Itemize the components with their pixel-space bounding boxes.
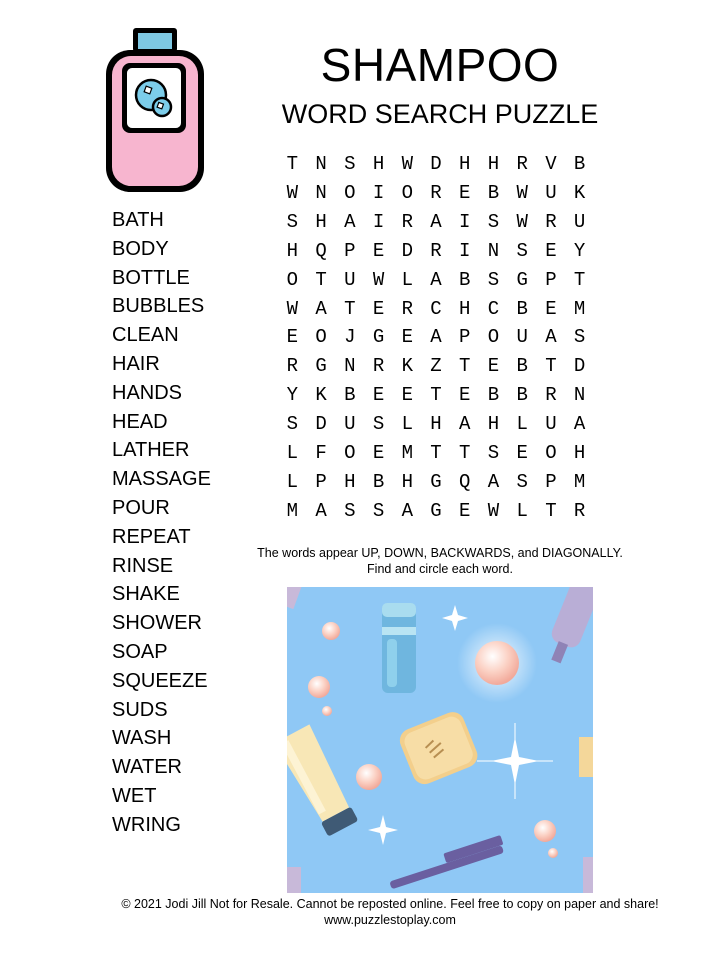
grid-letter[interactable]: T — [545, 499, 557, 522]
grid-letter[interactable]: H — [573, 441, 586, 464]
word-list-item: BUBBLES — [112, 295, 205, 318]
grid-letter[interactable]: D — [315, 413, 327, 436]
grid-letter[interactable]: S — [487, 268, 500, 291]
page-title: SHAMPOO — [320, 39, 560, 91]
grid-letter[interactable]: Z — [430, 355, 442, 378]
grid-letter[interactable]: R — [430, 239, 442, 262]
grid-letter[interactable]: E — [372, 297, 385, 320]
footer — [60, 896, 720, 928]
grid-letter[interactable]: S — [487, 441, 500, 464]
grid-letter[interactable]: S — [344, 499, 356, 522]
grid-letter[interactable]: E — [459, 499, 471, 522]
grid-letter[interactable]: R — [430, 182, 442, 205]
word-list-item: WET — [112, 784, 157, 807]
website-link[interactable]: www.puzzlestoplay.com — [324, 913, 456, 927]
grid-letter[interactable]: H — [401, 470, 413, 493]
grid-letter[interactable]: R — [401, 211, 413, 234]
word-list-item: SHAKE — [112, 583, 180, 606]
grid-letter[interactable]: O — [315, 326, 327, 349]
grid-letter[interactable]: M — [286, 499, 299, 522]
word-list-item: SHOWER — [112, 612, 202, 635]
grid-letter[interactable]: W — [372, 268, 385, 291]
grid-letter[interactable]: N — [487, 239, 500, 262]
grid-letter[interactable]: O — [344, 182, 356, 205]
grid-letter[interactable]: B — [516, 297, 528, 320]
grid-letter[interactable]: S — [487, 211, 500, 234]
grid-letter[interactable]: L — [401, 413, 413, 436]
grid-letter[interactable]: K — [315, 384, 327, 407]
word-list-item: RINSE — [112, 554, 174, 577]
word-list-item: SUDS — [112, 698, 168, 721]
grid-letter[interactable]: H — [372, 153, 385, 176]
grid-letter[interactable]: L — [286, 441, 299, 464]
grid-letter[interactable]: M — [573, 297, 586, 320]
grid-letter[interactable]: C — [487, 297, 500, 320]
grid-letter[interactable]: T — [430, 384, 442, 407]
grid-letter[interactable]: B — [516, 384, 528, 407]
grid-letter[interactable]: A — [401, 499, 413, 522]
grid-letter[interactable]: B — [344, 384, 356, 407]
grid-letter[interactable]: U — [344, 413, 356, 436]
grid-letter[interactable]: T — [315, 268, 327, 291]
grid-letter[interactable]: D — [401, 239, 413, 262]
grid-letter[interactable]: S — [344, 153, 356, 176]
grid-letter[interactable]: R — [401, 297, 413, 320]
grid-letter[interactable]: N — [573, 384, 586, 407]
word-list-item: SOAP — [112, 640, 168, 663]
grid-letter[interactable]: E — [401, 326, 413, 349]
grid-letter[interactable]: O — [401, 182, 413, 205]
grid-letter[interactable]: M — [573, 470, 586, 493]
grid-letter[interactable]: S — [573, 326, 586, 349]
grid-letter[interactable]: A — [430, 326, 442, 349]
grid-letter[interactable]: B — [573, 153, 586, 176]
grid-letter[interactable]: Q — [315, 239, 327, 262]
grid-letter[interactable]: A — [344, 211, 356, 234]
word-list-item: SQUEEZE — [112, 669, 208, 692]
grid-letter[interactable]: W — [286, 182, 299, 205]
grid-letter[interactable]: B — [487, 384, 500, 407]
grid-letter[interactable]: S — [372, 413, 385, 436]
word-list-item: WRING — [112, 813, 181, 836]
grid-letter[interactable]: J — [344, 326, 356, 349]
grid-letter[interactable]: P — [545, 268, 557, 291]
grid-letter[interactable]: O — [286, 268, 299, 291]
grid-letter[interactable]: H — [459, 297, 471, 320]
letter-grid — [278, 150, 594, 525]
grid-letter[interactable]: T — [459, 355, 471, 378]
word-list-item: WASH — [112, 727, 172, 750]
grid-letter[interactable]: C — [430, 297, 442, 320]
grid-letter[interactable]: P — [344, 239, 356, 262]
grid-letter[interactable]: U — [573, 211, 586, 234]
grid-letter[interactable]: P — [545, 470, 557, 493]
grid-letter[interactable]: W — [487, 499, 500, 522]
word-list-item: MASSAGE — [112, 468, 211, 491]
grid-letter[interactable]: Y — [286, 384, 299, 407]
grid-letter[interactable]: A — [315, 297, 327, 320]
grid-letter[interactable]: R — [545, 384, 557, 407]
bath-products-illustration — [287, 587, 593, 893]
grid-letter[interactable]: E — [372, 239, 385, 262]
grid-letter[interactable]: I — [372, 211, 385, 234]
grid-letter[interactable]: L — [286, 470, 299, 493]
grid-letter[interactable]: T — [459, 441, 471, 464]
grid-letter[interactable]: O — [487, 326, 500, 349]
grid-letter[interactable]: P — [315, 470, 327, 493]
grid-letter[interactable]: G — [430, 470, 442, 493]
grid-letter[interactable]: L — [516, 499, 528, 522]
word-list-item: REPEAT — [112, 525, 191, 548]
grid-letter[interactable]: H — [487, 413, 500, 436]
grid-letter[interactable]: H — [286, 239, 299, 262]
grid-letter[interactable]: T — [430, 441, 442, 464]
grid-letter[interactable]: R — [372, 355, 385, 378]
instructions-line-1: The words appear UP, DOWN, BACKWARDS, and DIAGONALLY. — [257, 546, 623, 560]
grid-letter[interactable]: W — [516, 182, 528, 205]
grid-letter[interactable]: E — [545, 239, 557, 262]
grid-letter[interactable]: S — [516, 470, 528, 493]
copyright-text: © 2021 Jodi Jill Not for Resale. Cannot be reposted online. Feel free to copy on paper and share! — [121, 897, 659, 911]
grid-letter[interactable]: G — [516, 268, 528, 291]
grid-letter[interactable]: E — [545, 297, 557, 320]
grid-letter[interactable]: O — [344, 441, 356, 464]
grid-letter[interactable]: G — [430, 499, 442, 522]
grid-letter[interactable]: F — [315, 441, 327, 464]
grid-letter[interactable]: S — [286, 413, 299, 436]
grid-letter[interactable]: A — [430, 268, 442, 291]
grid-letter[interactable]: N — [315, 182, 327, 205]
grid-letter[interactable]: W — [401, 153, 413, 176]
grid-letter[interactable]: T — [344, 297, 356, 320]
grid-letter[interactable]: B — [487, 182, 500, 205]
word-list — [112, 206, 242, 840]
grid-letter[interactable]: S — [372, 499, 385, 522]
grid-letter[interactable]: E — [459, 384, 471, 407]
grid-letter[interactable]: M — [401, 441, 413, 464]
word-list-item: HAIR — [112, 352, 160, 375]
grid-letter[interactable]: N — [315, 153, 327, 176]
grid-letter[interactable]: I — [372, 182, 385, 205]
grid-letter[interactable]: A — [315, 499, 327, 522]
grid-letter[interactable]: Y — [573, 239, 586, 262]
grid-letter[interactable]: I — [459, 211, 471, 234]
grid-letter[interactable]: A — [545, 326, 557, 349]
grid-letter[interactable]: E — [286, 326, 299, 349]
word-list-item: POUR — [112, 496, 170, 519]
grid-letter[interactable]: U — [516, 326, 528, 349]
grid-letter[interactable]: U — [344, 268, 356, 291]
grid-letter[interactable]: V — [545, 153, 557, 176]
grid-letter[interactable]: P — [459, 326, 471, 349]
grid-letter[interactable]: R — [545, 211, 557, 234]
grid-letter[interactable]: H — [487, 153, 500, 176]
word-list-item: BATH — [112, 209, 164, 231]
grid-letter[interactable]: K — [401, 355, 413, 378]
grid-letter[interactable]: R — [286, 355, 299, 378]
grid-letter[interactable]: U — [545, 413, 557, 436]
grid-letter[interactable]: D — [573, 355, 586, 378]
grid-letter[interactable]: R — [573, 499, 586, 522]
grid-letter[interactable]: H — [344, 470, 356, 493]
grid-letter[interactable]: H — [430, 413, 442, 436]
word-list-item: HANDS — [112, 381, 183, 404]
grid-letter[interactable]: G — [372, 326, 385, 349]
instructions-line-2: Find and circle each word. — [367, 562, 513, 576]
word-list-item: CLEAN — [112, 324, 179, 347]
grid-letter[interactable]: W — [286, 297, 299, 320]
word-list-item: LATHER — [112, 439, 190, 462]
grid-letter[interactable]: B — [459, 268, 471, 291]
grid-letter[interactable]: S — [516, 239, 528, 262]
grid-letter[interactable]: T — [286, 153, 299, 176]
grid-letter[interactable]: E — [487, 355, 500, 378]
grid-letter[interactable]: E — [372, 441, 385, 464]
grid-letter[interactable]: S — [286, 211, 299, 234]
shampoo-bottle-icon — [100, 25, 210, 195]
grid-letter[interactable]: L — [516, 413, 528, 436]
grid-letter[interactable]: H — [315, 211, 327, 234]
grid-letter[interactable]: R — [516, 153, 528, 176]
grid-letter[interactable]: A — [459, 413, 471, 436]
word-list-item: WATER — [112, 756, 182, 779]
word-list-item: BOTTLE — [112, 266, 190, 289]
page-subtitle: WORD SEARCH PUZZLE — [281, 99, 599, 129]
grid-letter[interactable]: T — [545, 355, 557, 378]
grid-letter[interactable]: G — [315, 355, 327, 378]
word-list-item: HEAD — [112, 410, 168, 433]
grid-letter[interactable]: Q — [459, 470, 471, 493]
grid-letter[interactable]: A — [430, 211, 442, 234]
grid-letter[interactable]: B — [516, 355, 528, 378]
grid-letter[interactable]: E — [459, 182, 471, 205]
grid-letter[interactable]: D — [430, 153, 442, 176]
grid-letter[interactable]: E — [516, 441, 528, 464]
grid-letter[interactable]: T — [573, 268, 586, 291]
grid-letter[interactable]: A — [573, 413, 586, 436]
grid-letter[interactable]: H — [459, 153, 471, 176]
grid-letter[interactable]: E — [401, 384, 413, 407]
grid-letter[interactable]: B — [372, 470, 385, 493]
grid-letter[interactable]: I — [459, 239, 471, 262]
word-list-item: BODY — [112, 237, 169, 260]
grid-letter[interactable]: N — [344, 355, 356, 378]
grid-letter[interactable]: W — [516, 211, 528, 234]
grid-letter[interactable]: U — [545, 182, 557, 205]
grid-letter[interactable]: O — [545, 441, 557, 464]
grid-letter[interactable]: E — [372, 384, 385, 407]
grid-letter[interactable]: A — [487, 470, 500, 493]
grid-letter[interactable]: K — [573, 182, 586, 205]
instructions — [240, 545, 640, 577]
grid-letter[interactable]: L — [401, 268, 413, 291]
